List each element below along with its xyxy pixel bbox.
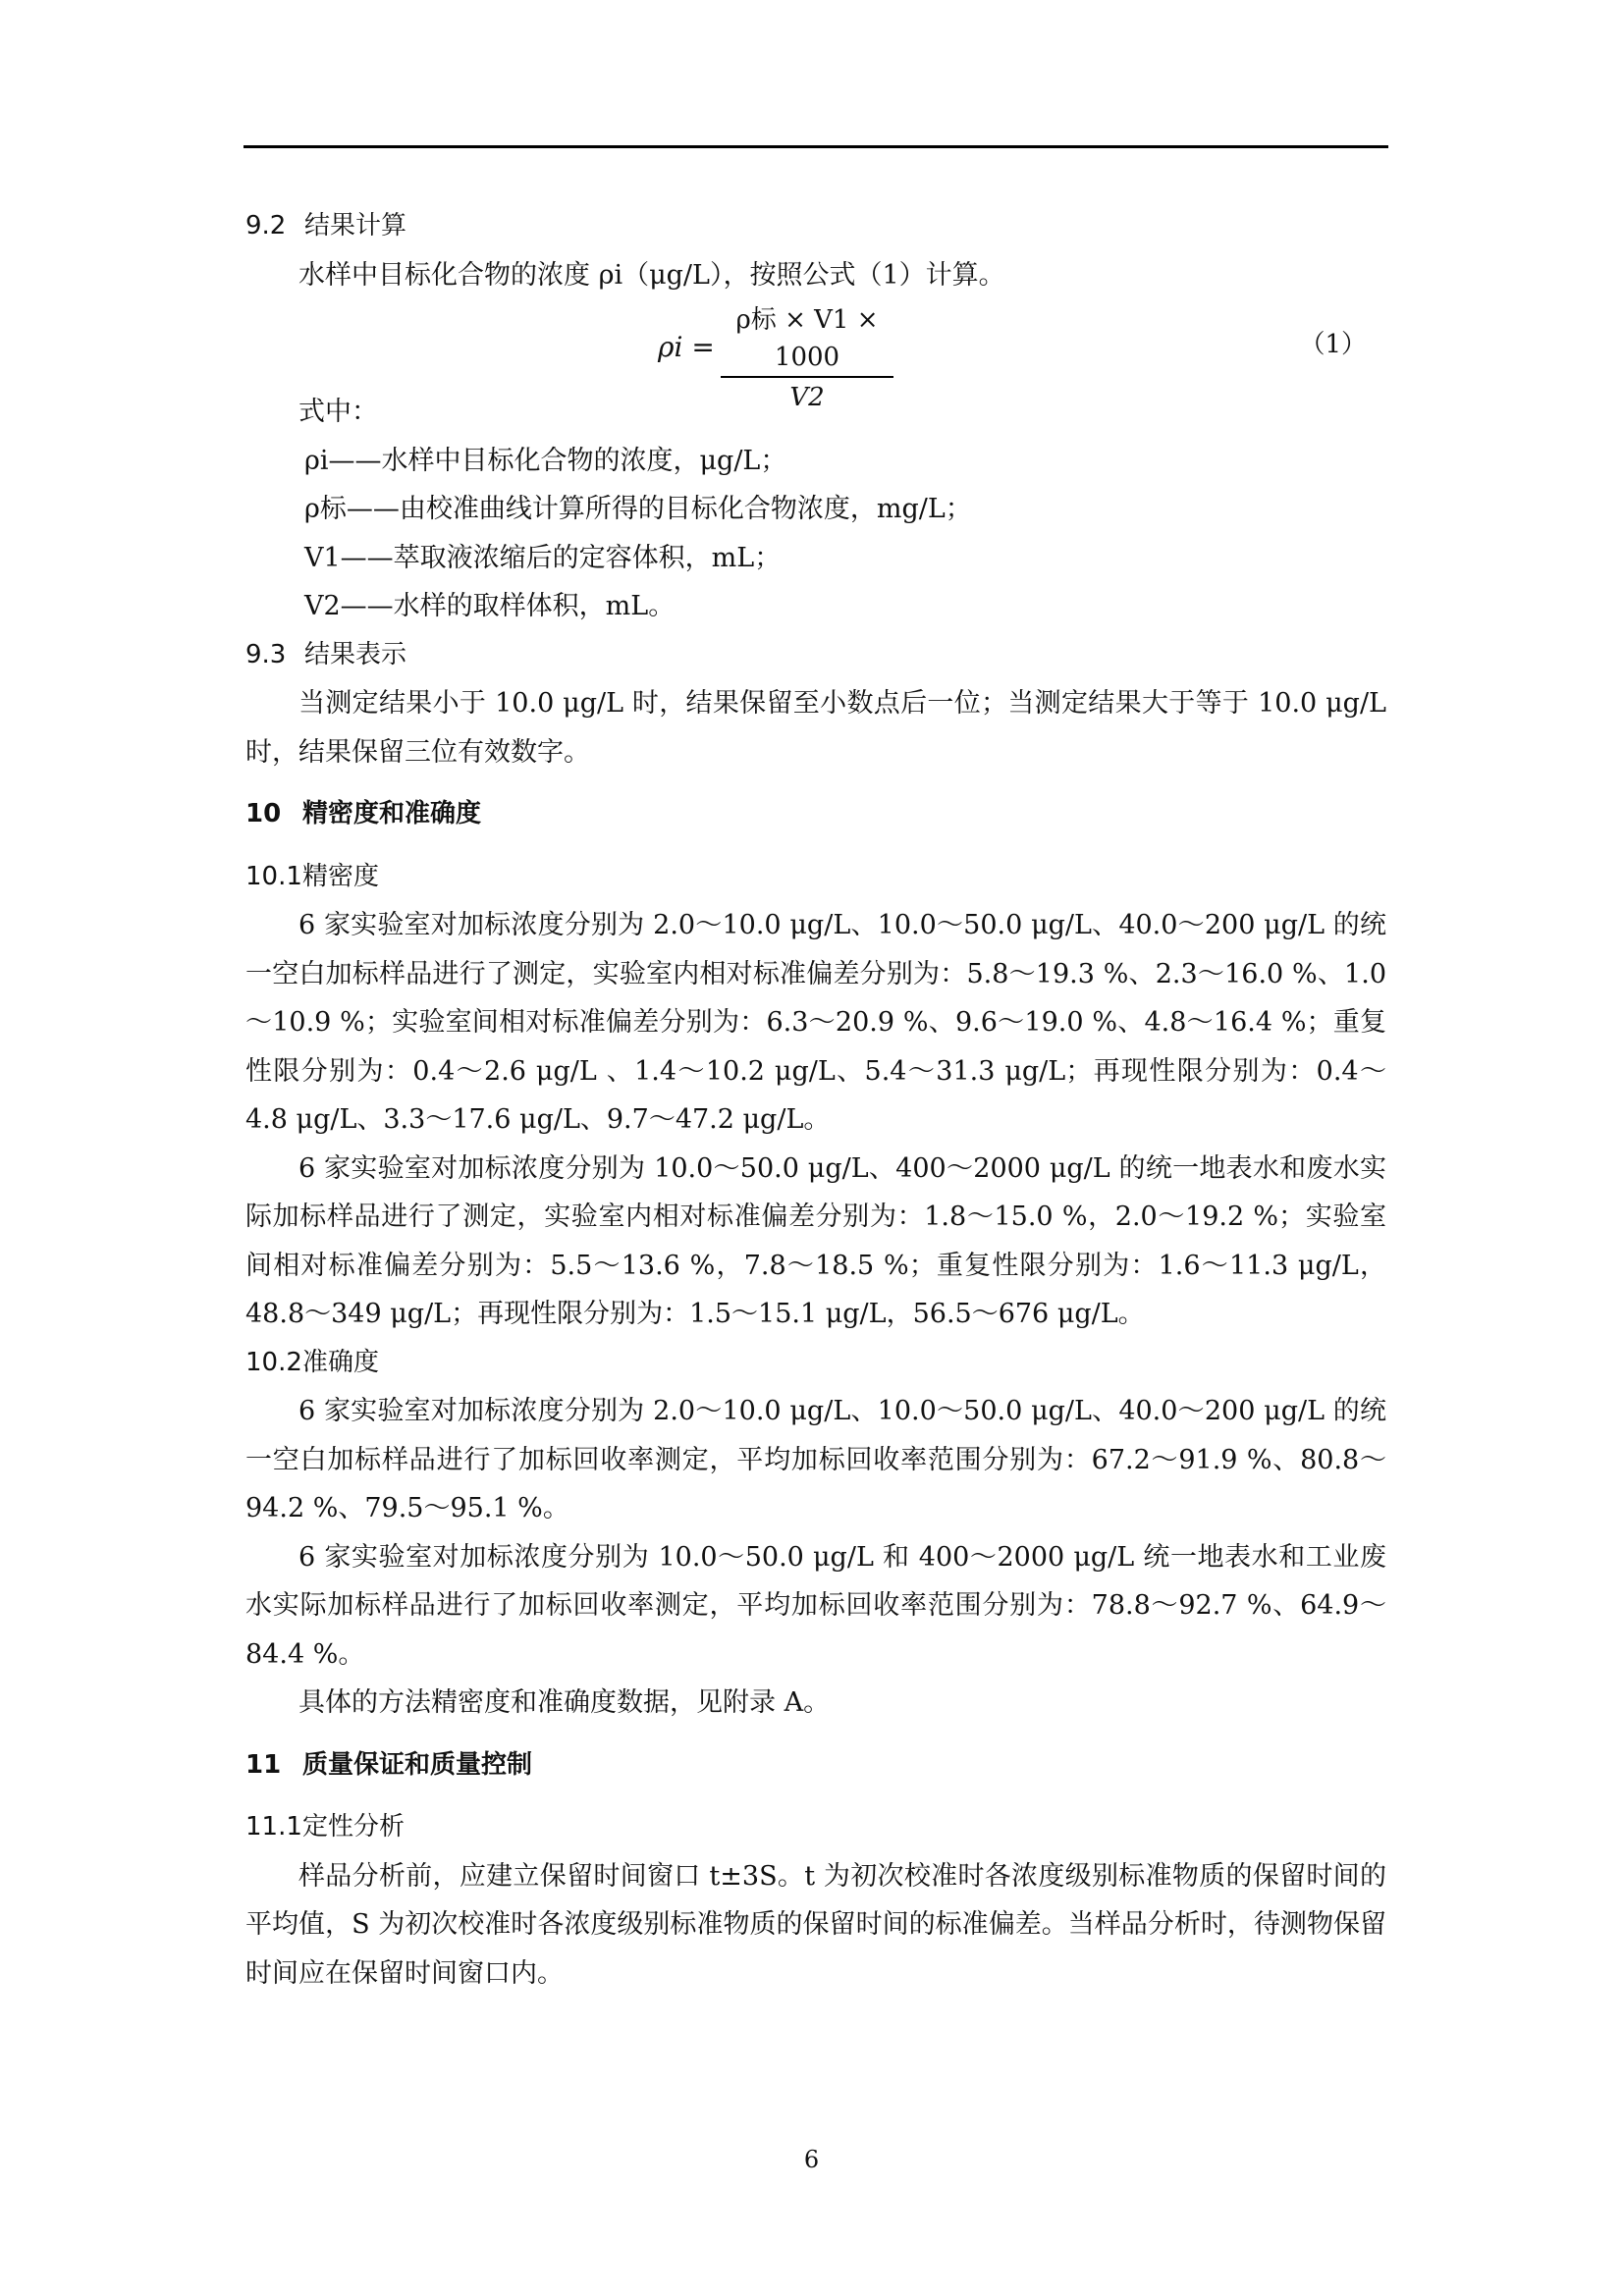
section-heading-11 bbox=[245, 1741, 1386, 1790]
formula-numerator: ρ标 × V1 × 1000 bbox=[721, 301, 893, 378]
spacer bbox=[245, 776, 1386, 790]
definition-rho-std: ρ标——由校准曲线计算所得的目标化合物浓度，mg/L； bbox=[304, 494, 972, 524]
section-heading-10 bbox=[245, 790, 1386, 839]
page-content bbox=[245, 202, 1386, 1998]
section-number: 11.1 bbox=[245, 1812, 302, 1842]
definition-v1: V1——萃取液浓缩后的定容体积，mL； bbox=[304, 542, 782, 573]
spacer bbox=[245, 1789, 1386, 1803]
paragraph-11-1: 样品分析前，应建立保留时间窗口 t±3S。t 为初次校准时各浓度级别标准物质的保留时间的平均值，S 为初次校准时各浓度级别标准物质的保留时间的标准偏差。当样品分析时，待测物保留时间应在保留时间窗口内。 bbox=[245, 1860, 1386, 1989]
section-number: 11 bbox=[245, 1749, 282, 1780]
page-number: 6 bbox=[803, 2146, 820, 2173]
paragraph-10-2-c: 具体的方法精密度和准确度数据，见附录 A。 bbox=[298, 1687, 831, 1718]
section-number: 10.1 bbox=[245, 861, 302, 891]
formula-lhs: ρi = bbox=[658, 331, 715, 363]
formula-denominator: V2 bbox=[789, 383, 825, 412]
section-heading-9-3 bbox=[245, 631, 1386, 680]
section-title: 定性分析 bbox=[302, 1812, 406, 1842]
header-rule bbox=[243, 145, 1388, 148]
section-number: 10.2 bbox=[245, 1347, 302, 1377]
definition-v2: V2——水样的取样体积，mL。 bbox=[304, 591, 676, 621]
section-number: 9.3 bbox=[245, 639, 287, 669]
paragraph-10-1-b: 6 家实验室对加标浓度分别为 10.0～50.0 μg/L、400～2000 μg/L 的统一地表水和废水实际加标样品进行了测定，实验室内相对标准偏差分别为：1.8～15.0 %，2.0～19.2 %；实验室间相对标准偏差分别为：5.5～13.6 %，7.8～18.5 %；重复性限分别为：1.6～11.3 μg/L，48.8～349 μg/L；再现性限分别为：1.5～15.1 μg/L，56.5～676 μg/L。 bbox=[245, 1152, 1386, 1329]
section-title: 结果表示 bbox=[304, 639, 407, 669]
section-number: 10 bbox=[245, 799, 282, 828]
spacer bbox=[245, 1728, 1386, 1741]
section-title: 精密度 bbox=[302, 861, 380, 891]
paragraph-10-2-b: 6 家实验室对加标浓度分别为 10.0～50.0 μg/L 和 400～2000 μg/L 统一地表水和工业废水实际加标样品进行了加标回收率测定，平均加标回收率范围分别为：78.8～92.7 %、64.9～84.4 %。 bbox=[245, 1541, 1386, 1670]
section-title: 结果计算 bbox=[304, 211, 407, 240]
section-title: 质量保证和质量控制 bbox=[302, 1749, 533, 1780]
where-label: 式中： bbox=[298, 397, 378, 427]
formula-number: （1） bbox=[1299, 330, 1367, 359]
section-number: 9.2 bbox=[245, 211, 287, 240]
spacer bbox=[245, 839, 1386, 853]
paragraph-10-2-a: 6 家实验室对加标浓度分别为 2.0～10.0 μg/L、10.0～50.0 μg/L、40.0～200 μg/L 的统一空白加标样品进行了加标回收率测定，平均加标回收率范围分别为：67.2～91.9 %、80.8～94.2 %、79.5～95.1 %。 bbox=[245, 1396, 1386, 1523]
paragraph-9-3: 当测定结果小于 10.0 μg/L 时，结果保留至小数点后一位；当测定结果大于等于 10.0 μg/L 时，结果保留三位有效数字。 bbox=[245, 688, 1386, 768]
paragraph-10-1-a: 6 家实验室对加标浓度分别为 2.0～10.0 μg/L、10.0～50.0 μg/L、40.0～200 μg/L 的统一空白加标样品进行了测定，实验室内相对标准偏差分别为：5.8～19.3 %、2.3～16.0 %、1.0～10.9 %；实验室间相对标准偏差分别为：6.3～20.9 %、9.6～19.0 %、4.8～16.4 %；重复性限分别为：0.4～2.6 μg/L 、1.4～10.2 μg/L、5.4～31.3 μg/L；再现性限分别为：0.4～4.8 μg/L、3.3～17.6 μg/L、9.7～47.2 μg/L。 bbox=[245, 910, 1386, 1135]
definition-rho-i: ρi——水样中目标化合物的浓度，μg/L； bbox=[304, 445, 787, 476]
section-heading-10-1 bbox=[245, 853, 1386, 902]
section-title: 准确度 bbox=[302, 1347, 380, 1377]
paragraph-9-2-intro: 水样中目标化合物的浓度 ρi（μg/L），按照公式（1）计算。 bbox=[298, 259, 1005, 291]
section-heading-11-1 bbox=[245, 1803, 1386, 1852]
section-heading-10-2 bbox=[245, 1339, 1386, 1388]
section-title: 精密度和准确度 bbox=[302, 799, 482, 828]
formula-fraction bbox=[721, 301, 893, 417]
section-heading-9-2 bbox=[245, 202, 1386, 251]
